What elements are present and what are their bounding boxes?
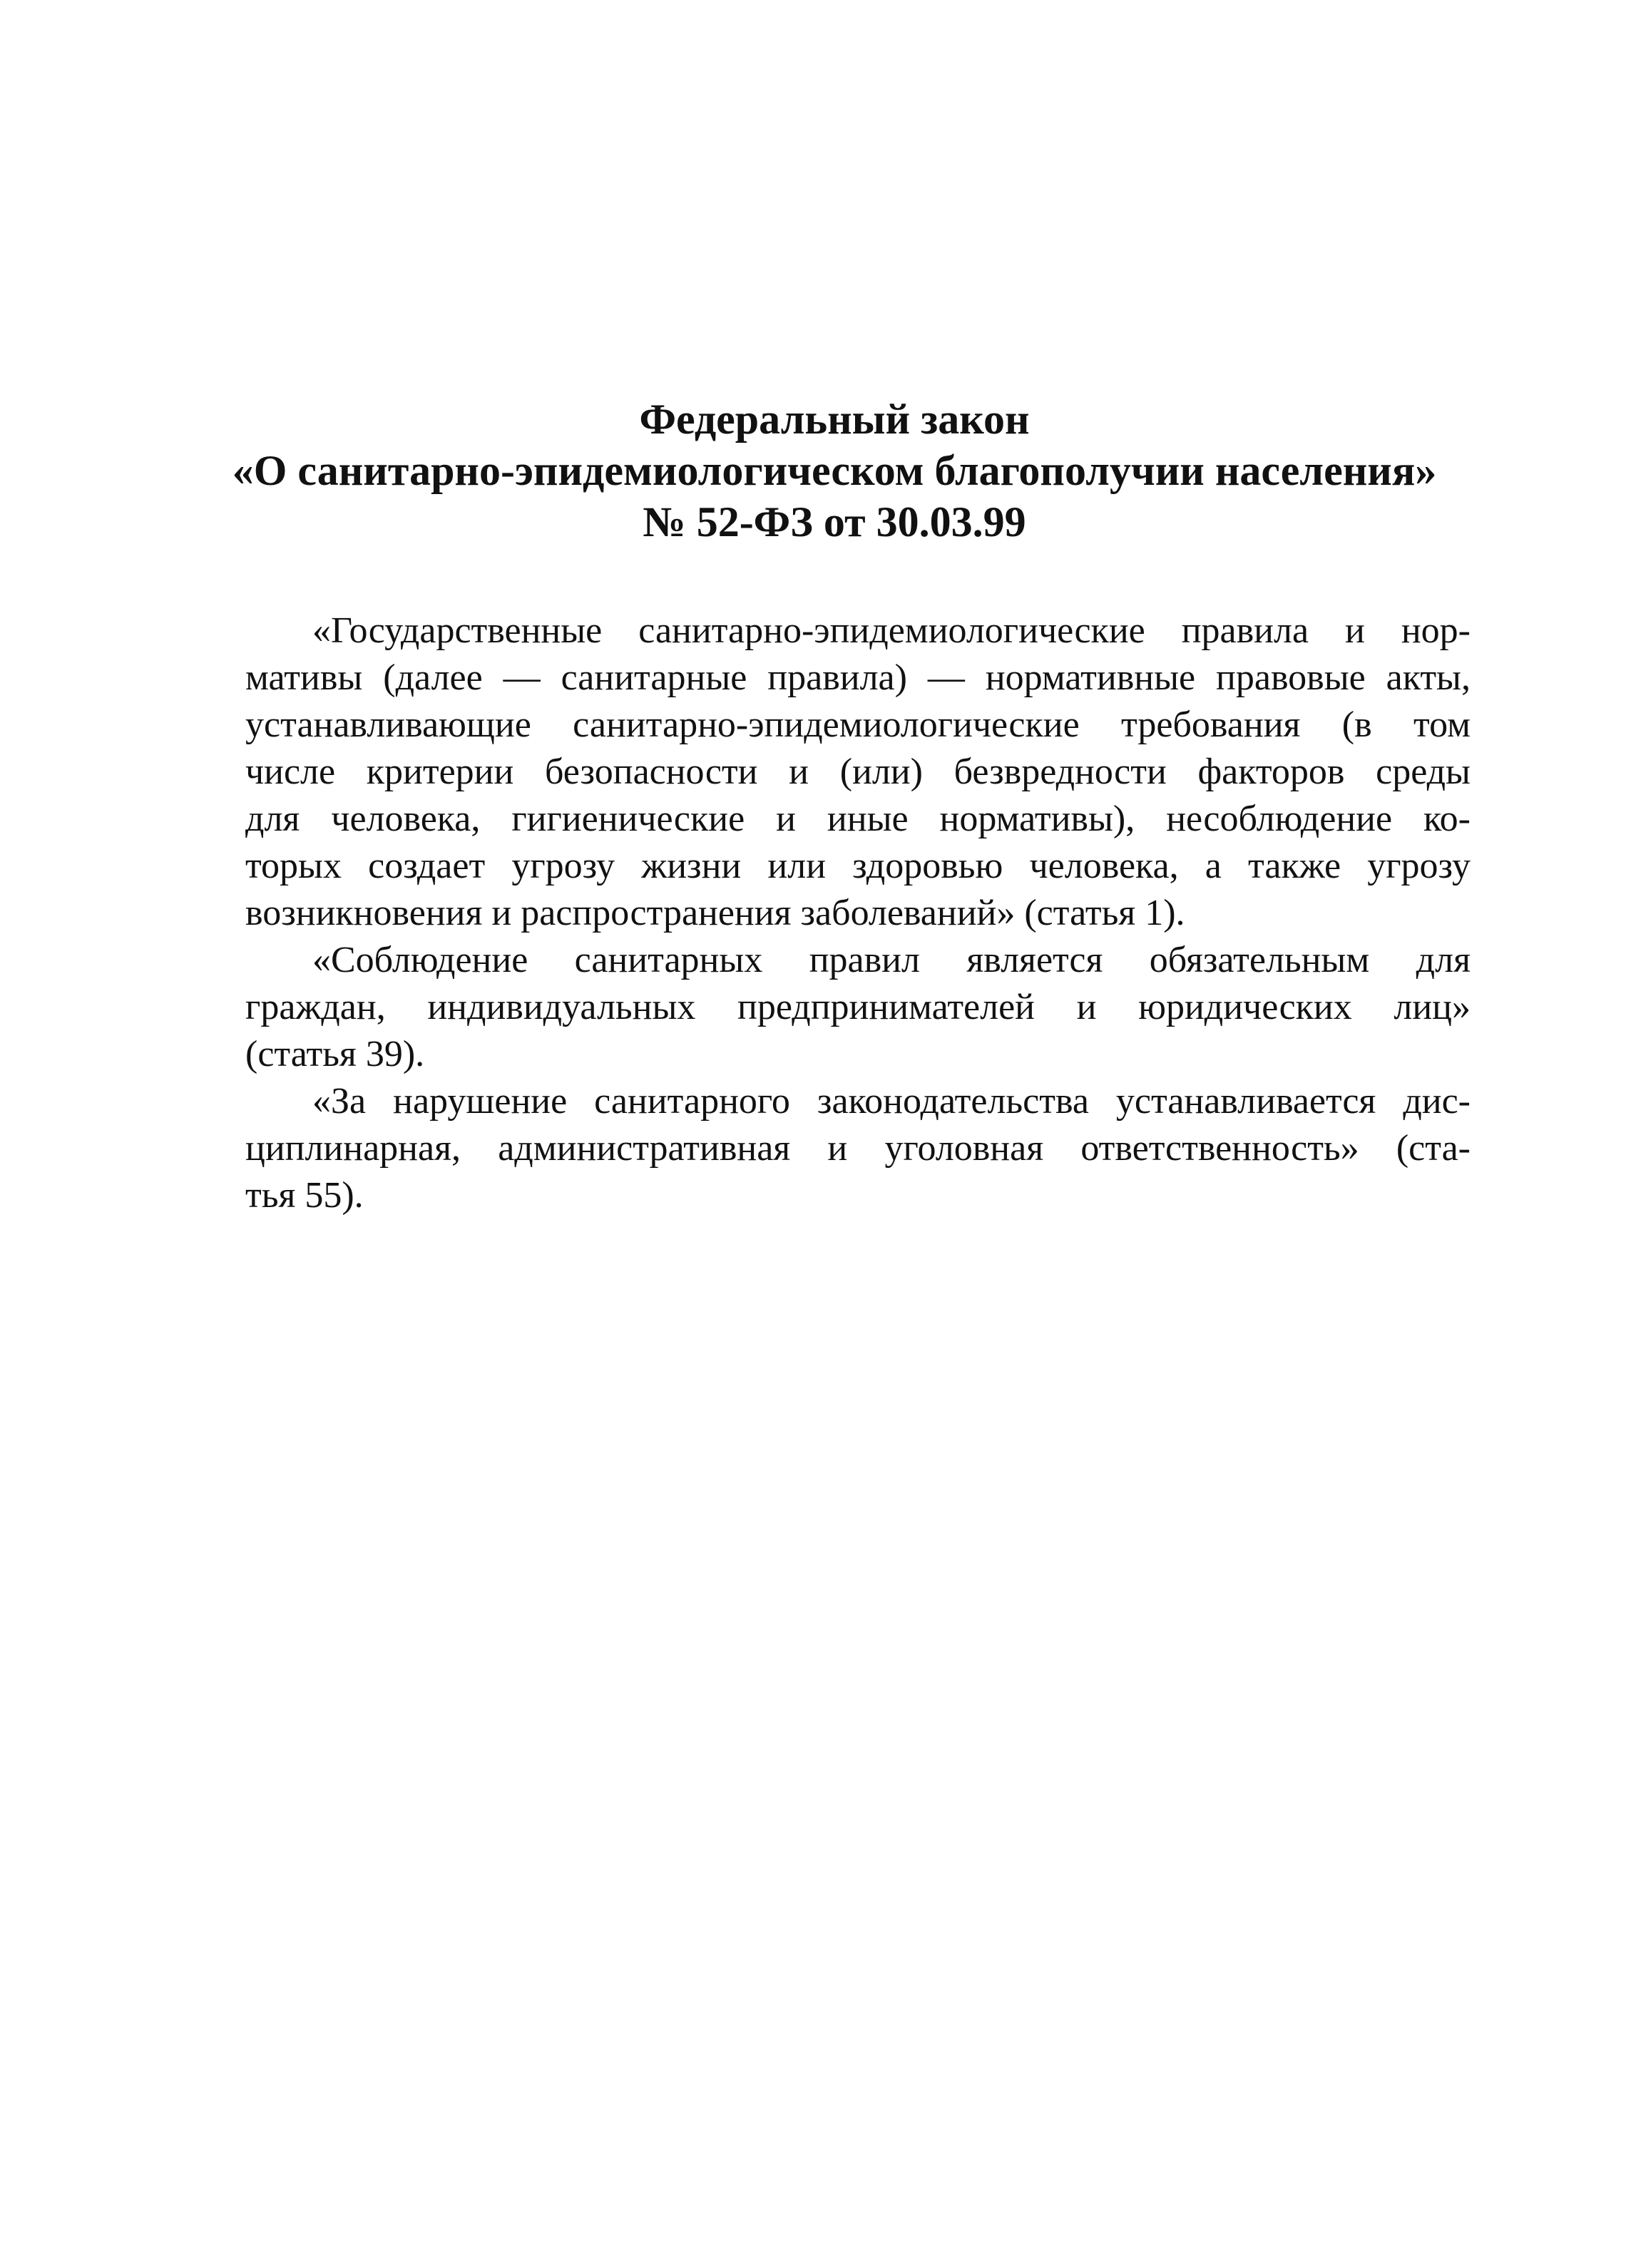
text-line: «Государственные санитарно-эпидемиологические правила и нор- xyxy=(312,610,1471,651)
text-line: мативы (далее — санитарные правила) — нормативные правовые акты, xyxy=(245,657,1471,698)
text-line: торых создает угрозу жизни или здоровью человека, а также угрозу xyxy=(245,846,1471,886)
text-line: числе критерии безопасности и (или) безвредности факторов среды xyxy=(245,751,1471,792)
text-line: «За нарушение санитарного законодательства устанавливается дис- xyxy=(312,1081,1471,1122)
text-line: для человека, гигиенические и иные нормативы), несоблюдение ко- xyxy=(245,799,1471,839)
paragraph-article-55 xyxy=(178,1078,1471,1219)
document-title xyxy=(178,394,1490,548)
paragraph-article-1 xyxy=(178,607,1471,937)
title-line-law-type: Федеральный закон xyxy=(639,396,1030,443)
text-line: циплинарная, административная и уголовная ответственность» (ста- xyxy=(245,1128,1471,1169)
text-line: (статья 39). xyxy=(245,1034,425,1074)
text-line: устанавливающие санитарно-эпидемиологические требования (в том xyxy=(245,704,1471,745)
paragraph-article-39 xyxy=(178,937,1471,1078)
text-line: граждан, индивидуальных предпринимателей и юридических лиц» xyxy=(245,987,1471,1027)
text-line: возникновения и распространения заболеваний» (статья 1). xyxy=(245,893,1185,933)
title-line-law-number: № 52-ФЗ от 30.03.99 xyxy=(643,498,1026,545)
document-body xyxy=(178,607,1471,1219)
title-line-law-name: «О санитарно-эпидемиологическом благополучии населения» xyxy=(232,447,1437,494)
text-line: «Соблюдение санитарных правил является обязательным для xyxy=(312,940,1471,980)
text-line: тья 55). xyxy=(245,1175,364,1216)
